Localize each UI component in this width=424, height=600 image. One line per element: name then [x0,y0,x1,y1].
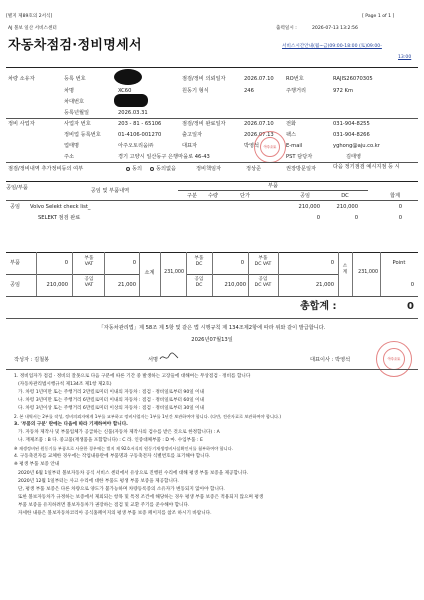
subtotal-label: 소계 [144,270,155,276]
summary-col-sep [36,252,37,296]
mechanic-value: 정상준 [246,166,262,172]
parts-dc-vat: 0 [330,260,334,266]
labor-dc-label: 공임 DC [194,277,204,288]
note-line: 부품 보증을 유지하려면 볼보자동차가 권장하는 점검 및 교환 주기를 준수해야 합니다. [18,503,190,508]
parts-vat: 0 [132,260,136,266]
col-unit-header: 단가 [239,193,251,199]
col-qty-header: 수량 [207,193,219,199]
note-line: ※ 재생정비된 원동기를 부품으로 사용한 경우에는 별지 제 92호서식의 원동기재생정비사실확인서를 첨부하여야 합니다. [14,446,233,451]
ceo-value: 박영석 [244,143,260,149]
tel-label: 전화 [286,121,297,127]
owner-section-label: 차량 소유자 [8,76,35,82]
signature-label: 서명 [148,357,159,363]
issue-date: 2026년07월13일 [191,337,233,343]
pst-label: PST 담당자 [286,154,313,160]
ro-number: RAJIS26070305 [333,76,373,82]
email-label: E-mail [286,143,303,149]
summary-col-sep [104,252,105,296]
consent-no-label: 동의없음 [156,166,177,172]
print-label: 출력일시 : [276,26,297,31]
table-row-amount-2: 0 [398,215,402,221]
biz-no-label: 사업자 번호 [64,121,91,127]
page-indicator: [ Page 1 of 1 ] [362,14,395,19]
handover-date: 2026.07.13 [244,132,274,138]
legal-statement: 「자동차관리법」제 58조 제 5항 및 같은 법 시행규칙 제 134조제2항에 따라 위와 같이 발급합니다. [98,325,326,331]
notes-top-line [6,369,418,370]
table-row-name-2: SELEKT 점검 완료 [38,215,81,221]
note-line: 3. '부품의 구분' 란에는 다음에 따라 기재하여야 합니다. [14,422,128,427]
col-name-header: 공임 및 부품내역 [90,188,130,194]
note-line: 나. 차령 3년미만 또는 주행거리 6만킬로미터 이내의 자동차 : 점검 · 정비일로부터 60일 이내 [18,398,205,403]
cert-label: 권장방문일자 [286,166,317,172]
parts-vat-label: 부품 VAT [84,256,94,267]
recv-date-label: 점검/정비 의뢰일자 [182,76,226,82]
addr-value: 경기 고양시 일산동구 은행마을로 46-43 [118,154,210,160]
table-row-amount: 0 [398,204,402,210]
vin-label: 차대번호 [64,99,85,105]
total-bottom-line [6,318,418,319]
addr-label: 주소 [64,154,75,160]
note-line: 가. 자동차 제작사 및 부품업체가 공급하는 신품(자동차 제작사의 검수를 받은 것으로 한정합니다) : A [18,430,220,435]
biz-reg-no: 01-4106-001270 [118,132,162,138]
engine-label: 원동기 형식 [182,88,209,94]
pst-value: 김태영 [346,154,362,160]
biz-type: 아주오토리움㈜ [118,143,154,149]
consent-no-radio[interactable] [150,167,154,171]
note-line: 가. 차령 1년미만 또는 주행거리 2만킬로미터 이내의 자동차 : 점검 · 정비일로부터 90일 이내 [18,390,205,395]
fax-value: 031-904-8266 [333,132,370,138]
summary-col-sep [278,252,279,296]
note-line: 2020년 6월 1일부터 볼보자동차 공식 서비스 센터에서 유상으로 진행된 수리에 대해 평생 부품 보증을 제공합니다. [18,471,249,476]
section-divider [6,118,418,119]
biz-no: 203 - 81 - 65106 [118,121,162,127]
service-center-name: AJ 볼보 일산 서비스센터 [8,26,57,31]
consent-yes-label: 동의 [132,166,143,172]
labor-dc-vat: 21,000 [315,282,334,288]
labor-dc: 210,000 [224,282,246,288]
biz-reg-label: 정비업 등록번호 [64,132,101,138]
model-value: XC60 [118,88,132,94]
parts-dc: 0 [240,260,244,266]
grand-total-label: 총합계 : [300,301,337,312]
info-table-bottom [6,181,418,182]
consent-label: 점검/정비내역 추가정비등의 여부 [8,166,84,172]
reg-date: 2026.03.31 [118,110,148,116]
form-number: [별지 제89호의 2서식] [6,14,53,19]
col-amount-header: 합계 [389,193,401,199]
business-section-label: 정비 사업자 [8,121,35,127]
company-seal: 아주오토 [254,131,286,163]
engine-value: 246 [244,88,254,94]
ro-label: RO번호 [286,76,304,82]
service-hours-link-2[interactable]: 13:00 [398,55,412,60]
labor-vat: 21,000 [117,282,136,288]
table-row-name: Volvo Selekt check list_ [30,204,91,210]
point-value: 0 [410,282,414,288]
redacted-vin [114,94,148,107]
note-line: 또한 볼보자동차가 규정하는 보증에서 제외되는 항목 및 특정 조건에 해당하는 경우 평생 부품 보증은 적용되지 않으며 평생 [18,495,264,500]
col-parts-header: 부품 [267,183,279,189]
note-line: 2020년 12월 1일부터는 사고 수리에 대한 부품도 평생 부품 보증을 제공합니다. [18,479,179,484]
mileage-value: 972 Km [333,88,354,94]
fax-label: 팩스 [286,132,297,138]
cert-value: 다음 정기점검 예시지점 등 시 [333,164,400,170]
col-kind-header: 구분 [186,193,198,199]
col-labor-header: 공임 [299,193,311,199]
table-row-labor: 210,000 [298,204,320,210]
labor-sum: 210,000 [46,282,68,288]
summary-col-sep [72,252,73,296]
done-date-label: 점검/정비 완료일자 [182,121,226,127]
subtotal2-value: 231,000 [358,270,378,275]
note-line: 1. 정비업자가 점검 · 정비의 잘못으로 다음 구분에 따른 기간 중 발생하는 고장들에 대해여는 무상점검 · 정비를 합니다 [14,374,251,379]
summary-bottom-line [6,296,418,297]
subtotal2-label: 소 계 [342,264,348,275]
note-line: 자세한 내용은 볼보자동차코리아 공식홈페이지의 평생 부품 보증 페이지를 참조 하시기 바랍니다. [18,511,212,516]
mechanic-label: 정비책임자 [196,166,222,172]
recv-date: 2026.07.10 [244,76,274,82]
summary-col-sep [380,252,381,296]
labor-vat-label: 공임 VAT [84,277,94,288]
parts-label: 부품 [10,260,21,266]
handover-label: 출고일자 [182,132,203,138]
writer: 작성자 : 김철봉 [14,357,50,363]
table-row-labor-2: 0 [316,215,320,221]
info-table-top [6,67,418,68]
email-value: yghong@aju.co.kr [333,143,380,149]
note-line: 나. 재제조품 : B 다. 중고품(재생품을 포함합니다) : C 라. 인증대체부품 : D 마. 수입부품 : E [18,438,203,443]
grand-total-value: 0 [407,301,414,312]
model-label: 차명 [64,88,75,94]
note-line: (자동차관리법시행규칙 제134조 제1항 제2호) [18,382,112,387]
note-line: 4. 구동축전자를 교체한 경우에는 작업내용란에 부품명과 구동축전자 식별번호를 표기해야 합니다. [14,454,211,459]
note-line: 단, 평생 부품 보증은 다른 차량으로 양도가 불가능하며 차량등록증의 소유자가 변동되지 않아야 합니다. [18,487,225,492]
biz-type-label: 업태명 [64,143,80,149]
parts-table-header-line [6,200,418,201]
parts-header-divider [178,190,368,191]
ceo-line: 대표이사 : 박영석 [310,357,351,363]
done-date: 2026.07.10 [244,121,274,127]
parts-sum: 0 [64,260,68,266]
summary-col-sep [212,252,213,296]
service-hours-link[interactable]: 서비스시간안내(월~금)09:00-18:00 (토)09:00- [282,44,382,49]
parts-dc-vat-label: 부품 DC VAT [254,256,272,267]
ceo-label: 대표자 [182,143,198,149]
section-divider-2 [6,162,418,163]
reg-no-label: 등록 번호 [64,76,86,82]
col-type-header: 공임/부품 [6,185,28,191]
table-row-dc: 210,000 [336,204,358,210]
labor-label: 공임 [10,282,21,288]
note-line: 2. 본 내역서는 2부를 작성, 정비의뢰자에게 1부를 교부하고 정비사업자는 1부를 1년간 보관하여야 합니다. (다만, 전산자료로 보관하여야 합니다.) [14,414,282,419]
handwritten-signature [158,351,180,363]
note-line: ※ 평생 부품 보증 안내 [14,462,60,467]
tel-value: 031-904-8255 [333,121,370,127]
print-timestamp: 2026-07-13 13:2:56 [312,26,358,31]
page-title: 자동차점검·정비명세서 [8,38,142,53]
note-line: 다. 차령 3년이상 또는 주행거리 6만킬로미터 이상의 자동차 : 점검 · 정비일로부터 30일 이내 [18,406,205,411]
table-row-type: 공임 [10,204,21,210]
col-dc-header: DC [341,193,349,199]
point-label: Point [392,260,406,266]
subtotal-value: 231,000 [164,270,184,275]
consent-yes-radio[interactable] [126,167,130,171]
labor-dc-vat-label: 공임 DC VAT [254,277,272,288]
reg-date-label: 등록년월일 [64,110,90,116]
mileage-label: 주행거리 [286,88,307,94]
redacted-reg-no [114,69,142,85]
official-seal: 아주오토 [376,341,412,377]
table-row-dc-2: 0 [354,215,358,221]
summary-mid-line-2 [186,274,338,275]
parts-dc-label: 부품 DC [194,256,204,267]
